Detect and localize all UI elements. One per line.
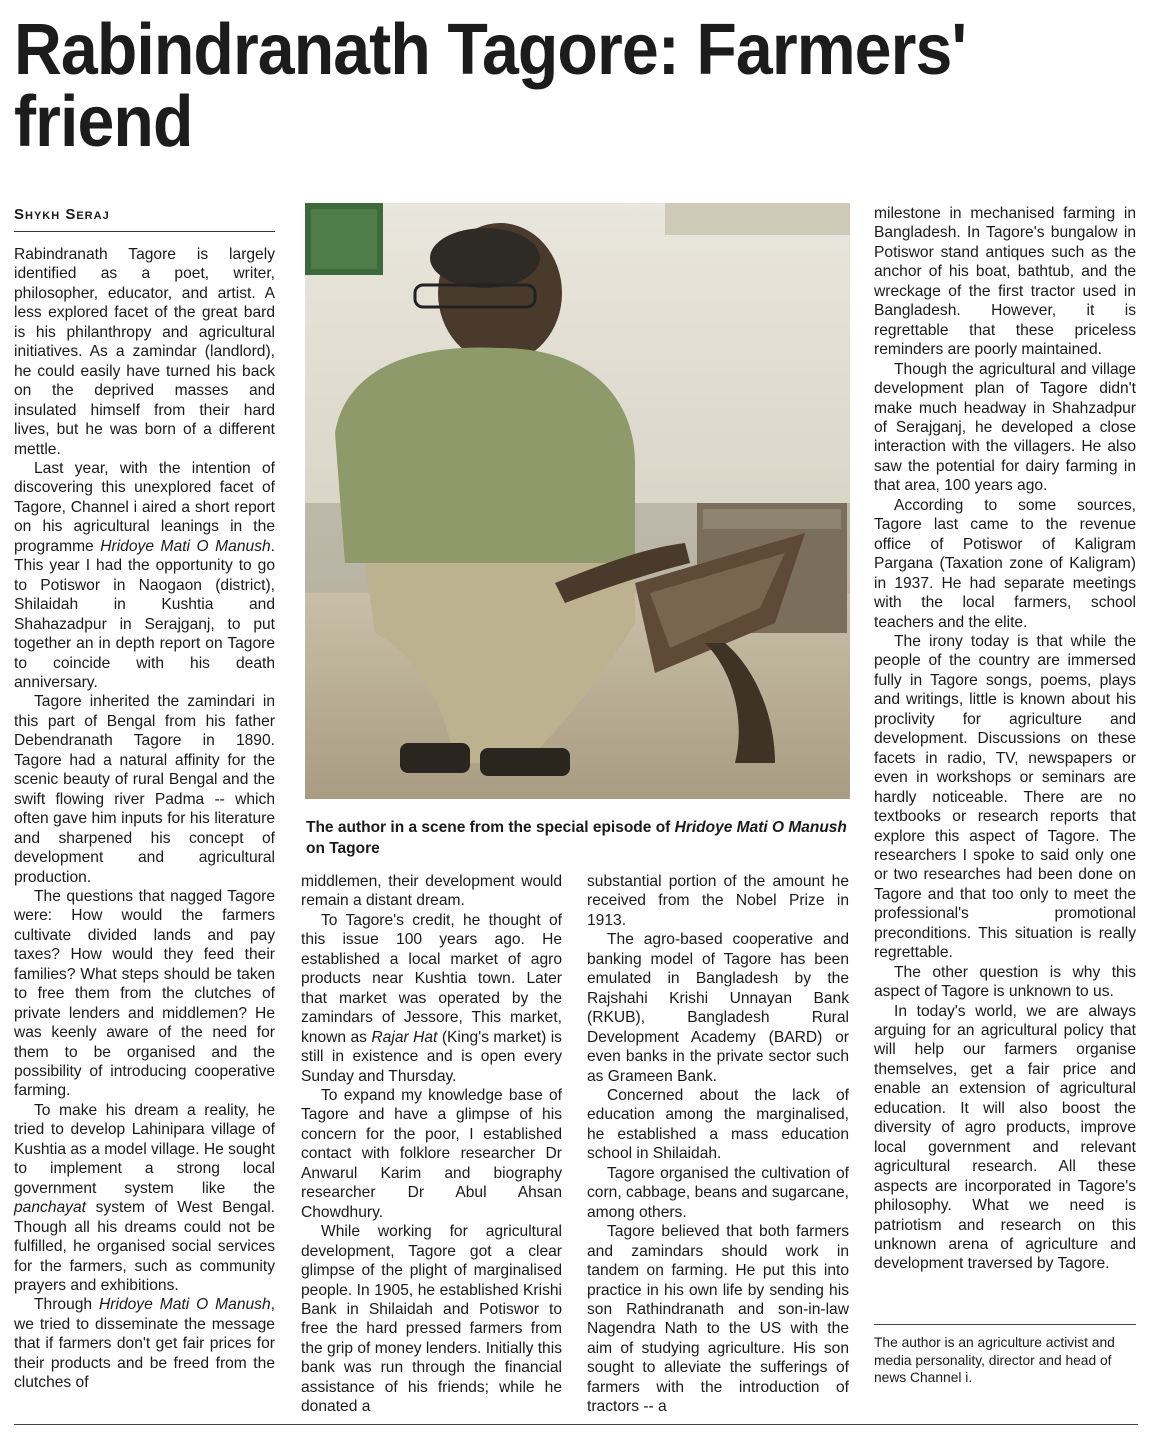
programme-title: Hridoye Mati O Manush: [100, 537, 271, 555]
paragraph: Through Hridoye Mati O Manush, we tried to disseminate the message that if farmers don't get fair prices for their products and be freed from the clutches of: [14, 1296, 275, 1392]
italic-term: Rajar Hat: [371, 1028, 438, 1046]
paragraph: substantial portion of the amount he received from the Nobel Prize in 1913.: [587, 873, 849, 929]
byline-divider: [14, 231, 275, 232]
paragraph: Tagore organised the cultivation of corn, cabbage, beans and sugarcane, among others.: [587, 1164, 849, 1221]
paragraph: The questions that nagged Tagore were: How would the farmers cultivate divided lands and pay taxes? How would they feed their families? What steps should be taken to free them from the clutches of private lenders and middlemen? He was keenly aware of the need for them to be organised and the possibility of introducing cooperative farming.: [14, 887, 275, 1100]
paragraph: Though the agricultural and village development plan of Tagore didn't make much headway in Shahzadpur of Serajganj, he developed a close interaction with the villagers. He also saw the potential for dairy farming in that area, 100 years ago.: [874, 360, 1136, 495]
paragraph: Tagore believed that both farmers and zamindars should work in tandem on farming. He put this into practice in his own life by sending his son Rathindranath and son-in-law Nagendra Nath to the US with the aim of studying agriculture. His son sought to alleviate the sufferings of farmers with the introduction of tractors -- a: [587, 1223, 849, 1416]
paragraph: middlemen, their development would remain a distant dream.: [301, 873, 562, 910]
paragraph: The irony today is that while the people of the country are immersed fully in Tagore songs, poems, plays and writings, little is known about his proclivity for agriculture and development. Discussions on these facets in radio, TV, newspapers or even in workshops or seminars are hardly noticeable. There are no textbooks or research reports that explore this aspect of Tagore. The researchers I spoke to said only one or two researches had been done on Tagore and that too only to meet the professional's promotional preconditions. This situation is really regrettable.: [874, 632, 1136, 962]
column-3: [587, 872, 849, 1417]
article-photo: [305, 203, 850, 799]
programme-title: Hridoye Mati O Manush: [99, 1296, 271, 1314]
byline: Shykh Seraj: [14, 206, 110, 223]
paragraph: According to some sources, Tagore last came to the revenue office of Potiswor of Kaligram Pargana (Taxation zone of Kaligram) in 1937. He had separate meetings with the local farmers, school teachers and the elite.: [874, 496, 1136, 631]
paragraph: Concerned about the lack of education among the marginalised, he established a mass education school in Shilaidah.: [587, 1086, 849, 1163]
paragraph: Rabindranath Tagore is largely identified as a poet, writer, philosopher, educator, and artist. A less explored facet of the great bard is his philanthropy and agricultural initiatives. As a zamindar (landlord), he could easily have turned his back on the deprived masses and insulated himself from their hard lives, but he was born of a different mettle.: [14, 246, 275, 458]
headline: Rabindranath Tagore: Farmers' friend: [14, 10, 967, 162]
caption-programme-title: Hridoye Mati O Manush: [674, 819, 847, 836]
photo-illustration: [305, 203, 850, 799]
paragraph: The agro-based cooperative and banking model of Tagore has been emulated in Bangladesh by the Rajshahi Krishi Unnayan Bank (RKUB), Bangladesh Rural Development Academy (BARD) or even banks in the private sector such as Grameen Bank.: [587, 931, 849, 1085]
paragraph: The other question is why this aspect of Tagore is unknown to us.: [874, 963, 1136, 1001]
paragraph: While working for agricultural development, Tagore got a clear glimpse of the plight of marginalised people. In 1905, he established Krishi Bank in Shilaidah and Potiswor to free the hard pressed farmers from the grip of money lenders. Initially this bank was run through the financial assistance of his friends; while he donated a: [301, 1223, 562, 1416]
paragraph: Tagore inherited the zamindari in this part of Bengal from his father Debendranath Tagore in 1890. Tagore had a natural affinity for the scenic beauty of rural Bengal and the swift flowing river Padma -- which often gave him inputs for his literature and sharpened his concept of development and agricultural production.: [14, 693, 275, 886]
bottom-divider: [14, 1424, 1138, 1425]
column-1: [14, 245, 275, 1393]
paragraph: To expand my knowledge base of Tagore and have a glimpse of his concern for the poor, I established contact with folklore researcher Dr Anwarul Karim and biography researcher Dr Abul Ahsan Chowdhury.: [301, 1086, 562, 1221]
paragraph: To make his dream a reality, he tried to develop Lahinipara village of Kushtia as a model village. He sought to implement a strong local government system like the panchayat system of West Bengal. Though all his dreams could not be fulfilled, he organised social services for the farmers, such as community prayers and exhibitions.: [14, 1101, 275, 1295]
paragraph: To Tagore's credit, he thought of this issue 100 years ago. He established a local market of agro products near Kushtia town. Later that market was operated by the zamindars of Jessore, This market, known as Rajar Hat (King's market) is still in existence and is open every Sunday and Thursday.: [301, 911, 562, 1085]
author-note: The author is an agriculture activist and media personality, director and head of news Channel i.: [874, 1335, 1115, 1385]
photo-caption: The author in a scene from the special episode of Hridoye Mati O Manush on Tagore: [306, 819, 847, 857]
column-2: [301, 872, 562, 1417]
paragraph: Last year, with the intention of discovering this unexplored facet of Tagore, Channel i aired a short report on his agricultural leanings in the programme Hridoye Mati O Manush. This year I had the opportunity to go to Potiswor in Naogaon (district), Shilaidah in Kushtia and Shahazadpur in Serajganj, to put together an in depth report on Tagore to coincide with his death anniversary.: [14, 459, 276, 691]
italic-term: panchayat: [14, 1199, 86, 1217]
paragraph: milestone in mechanised farming in Bangladesh. In Tagore's bungalow in Potiswor stand antiques such as the anchor of his boat, bathtub, and the wreckage of the first tractor used in Bangladesh. However, it is regrettable that these priceless reminders are poorly maintained.: [874, 205, 1136, 359]
author-note-divider: [874, 1324, 1136, 1325]
paragraph: In today's world, we are always arguing for an agricultural policy that will help our farmers organise themselves, get a fair price and enable an extension of agricultural education. It will also boost the diversity of agro products, improve local government and relevant agricultural research. All these aspects are incorporated in Tagore's philosophy. What we need is patriotism and research on this unknown arena of agriculture and development traversed by Tagore.: [874, 1002, 1136, 1273]
column-4: [874, 204, 1136, 1274]
